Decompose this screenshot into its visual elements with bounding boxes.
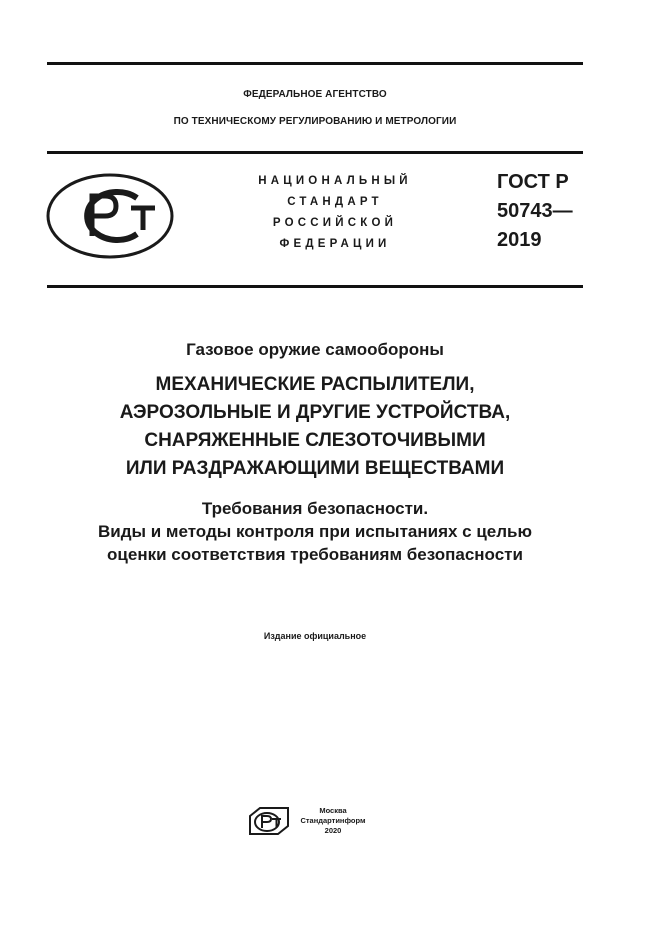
gost-designation-line3: 2019 <box>497 229 542 251</box>
title-line: АЭРОЗОЛЬНЫЕ И ДРУГИЕ УСТРОЙСТВА, <box>119 402 511 423</box>
imprint-publisher: Стандартинформ <box>300 816 366 825</box>
subtitle-line: Виды и методы контроля при испытаниях с целью <box>97 522 533 541</box>
imprint-year: 2020 <box>324 826 342 835</box>
gost-designation-line2: 50743— <box>497 200 573 222</box>
header-rule <box>47 151 583 154</box>
imprint-city: Москва <box>319 806 347 815</box>
document-title <box>47 371 583 483</box>
subtitle-line: Требования безопасности. <box>201 499 429 518</box>
standard-type <box>245 171 425 255</box>
imprint <box>293 806 373 836</box>
title-line: ИЛИ РАЗДРАЖАЮЩИМИ ВЕЩЕСТВАМИ <box>125 458 505 479</box>
publisher-logo-icon <box>248 806 290 836</box>
gost-designation <box>497 168 573 255</box>
rst-logo-icon <box>45 172 175 260</box>
standard-type-line: ФЕДЕРАЦИИ <box>279 238 391 250</box>
document-subtitle <box>47 497 583 566</box>
agency-name-line2: ПО ТЕХНИЧЕСКОМУ РЕГУЛИРОВАНИЮ И МЕТРОЛОГИИ <box>173 116 457 127</box>
top-rule <box>47 62 583 65</box>
standard-type-line: СТАНДАРТ <box>287 196 383 208</box>
gost-designation-line1: ГОСТ Р <box>497 171 569 193</box>
standard-type-line: РОССИЙСКОЙ <box>272 217 398 229</box>
agency-name-line1: ФЕДЕРАЛЬНОЕ АГЕНТСТВО <box>243 89 387 100</box>
subtitle-line: оценки соответствия требованиям безопасности <box>107 545 523 564</box>
title-line: МЕХАНИЧЕСКИЕ РАСПЫЛИТЕЛИ, <box>155 374 475 395</box>
document-subject: Газовое оружие самообороны <box>186 340 444 359</box>
standard-type-line: НАЦИОНАЛЬНЫЙ <box>258 175 412 187</box>
edition-note: Издание официальное <box>263 631 367 641</box>
standard-rule <box>47 285 583 288</box>
title-line: СНАРЯЖЕННЫЕ СЛЕЗОТОЧИВЫМИ <box>144 430 486 451</box>
